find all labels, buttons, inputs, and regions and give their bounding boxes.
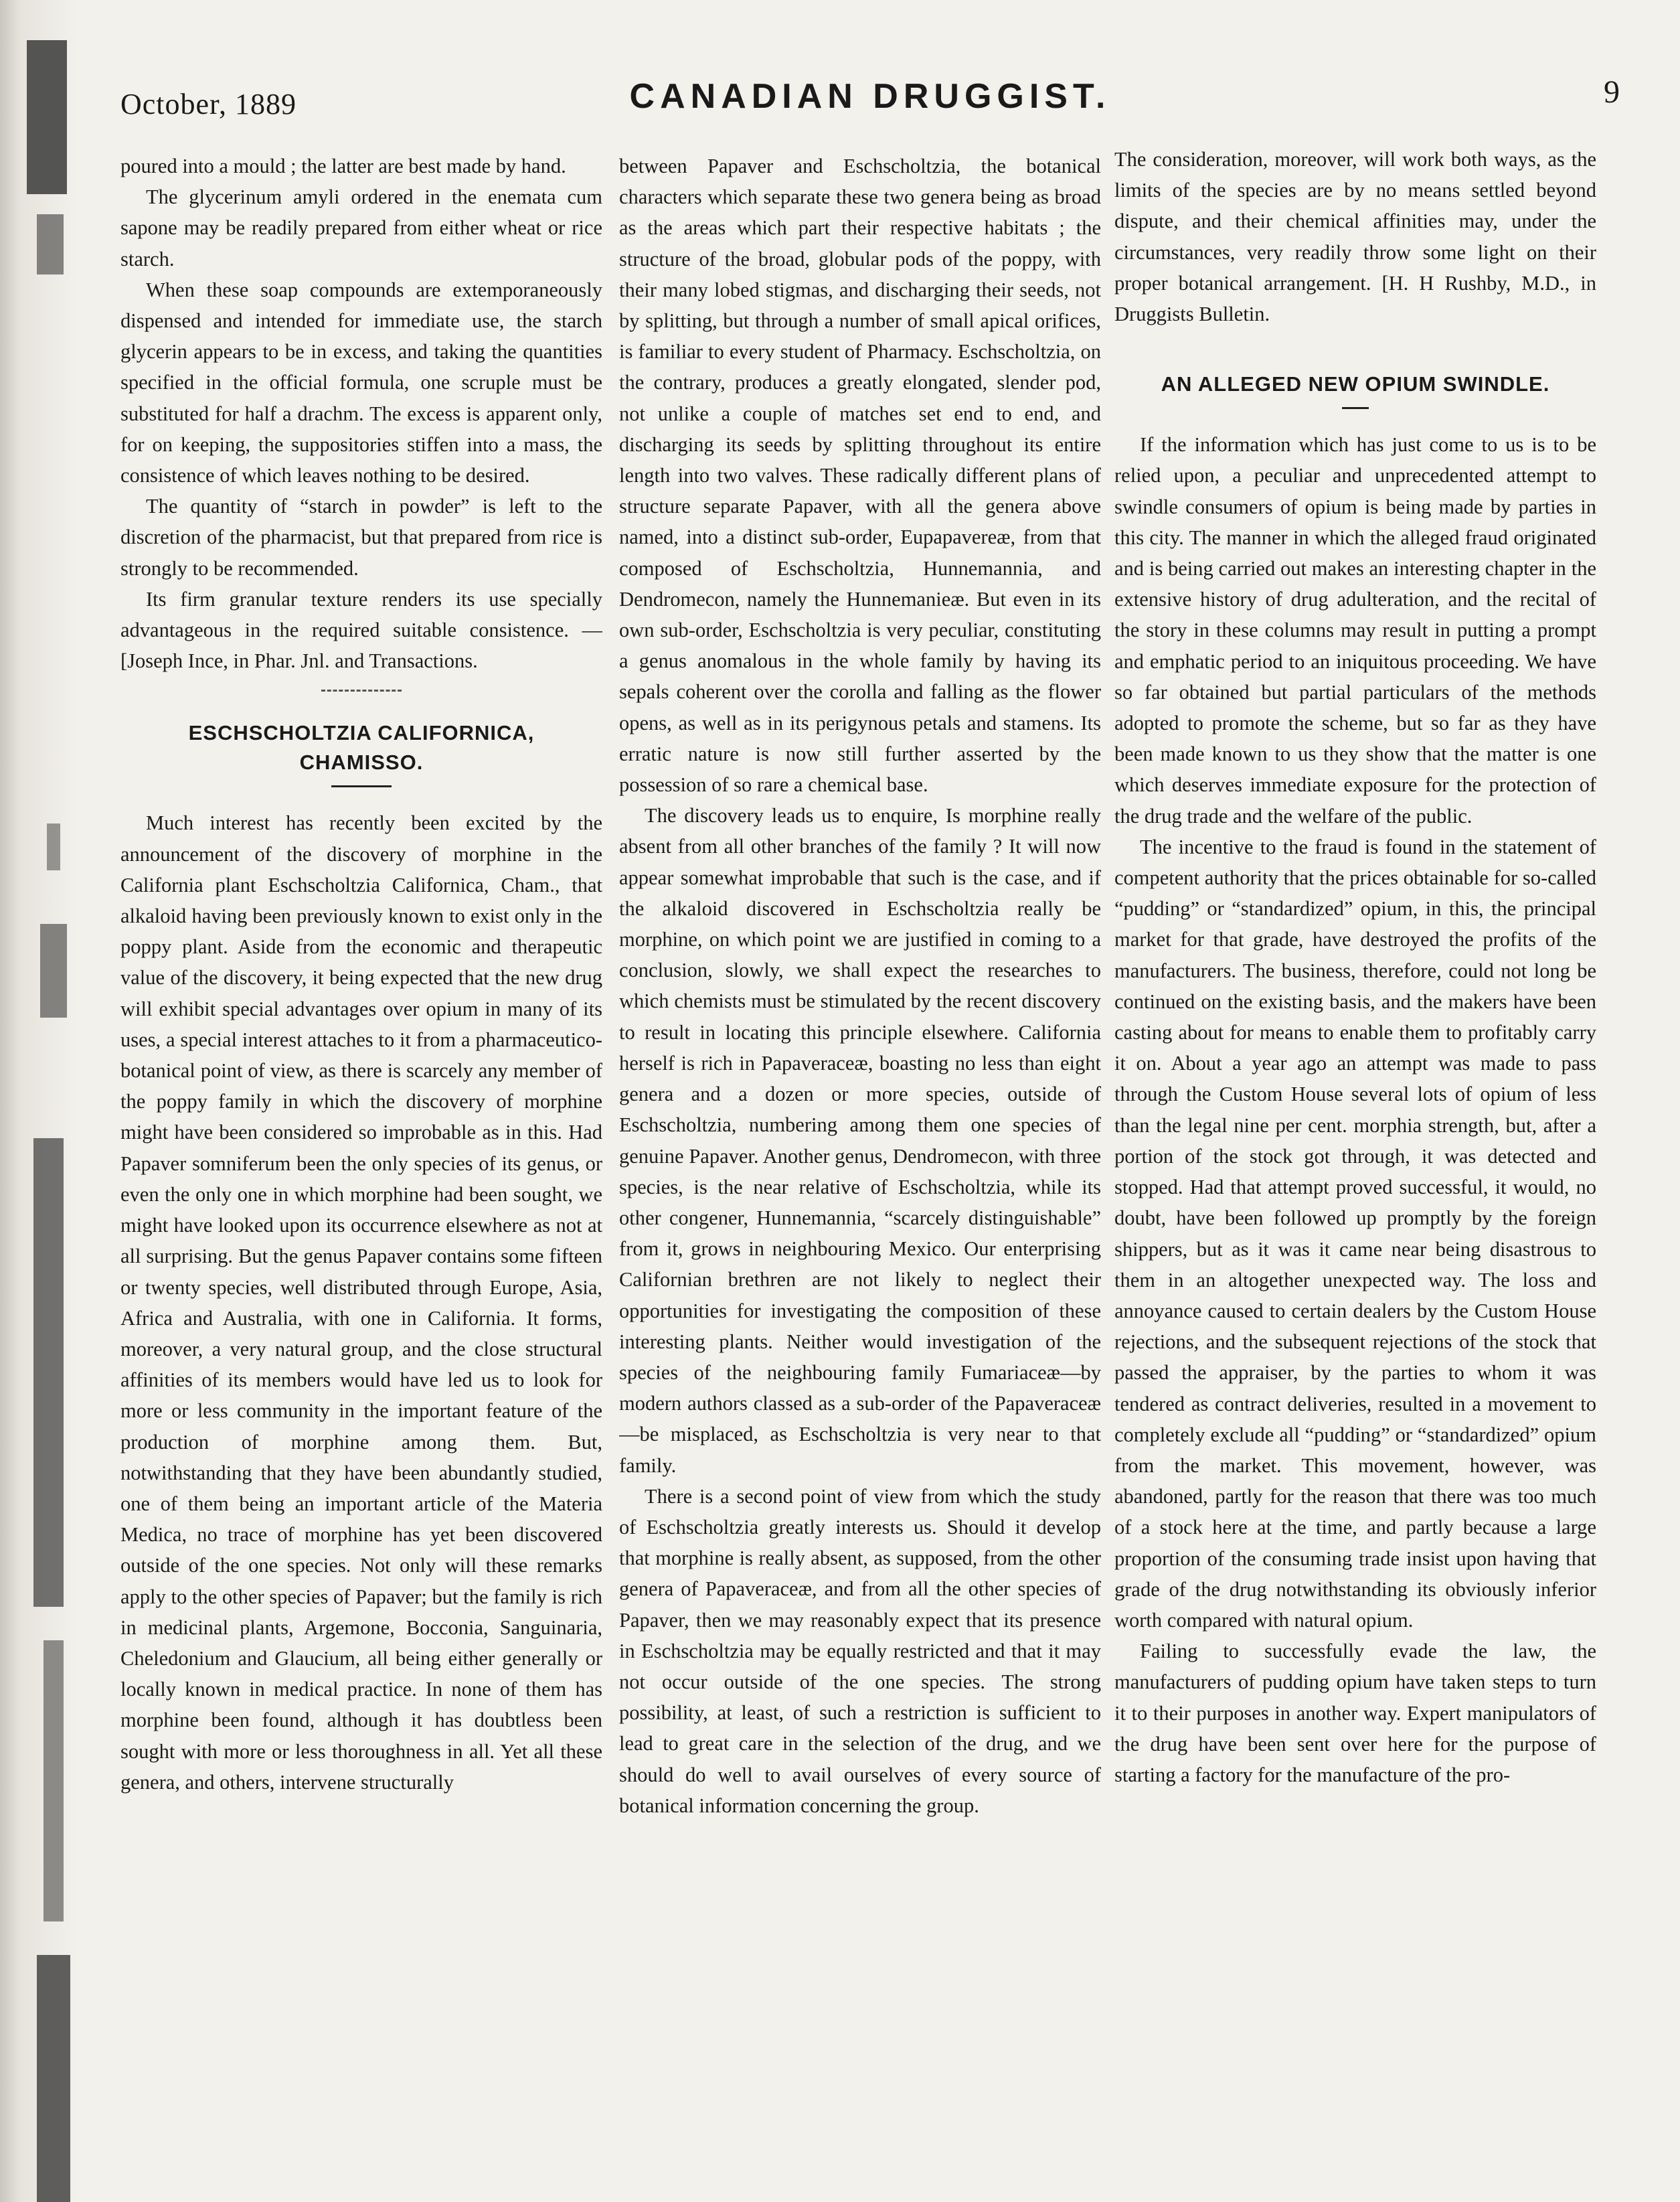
paragraph: Failing to successfully evade the law, the manufacturers of pudding opium have taken steps to turn it to their purposes in another way. Expert manipulators of the drug have been sent over here for the purpose of starting a factory for the manufacture of the pro- [1114, 1640, 1596, 1786]
paragraph: The quantity of “starch in powder” is left to the discretion of the pharmacist, but that prepared from rice is strongly to be recommended. [120, 495, 602, 580]
paragraph: The glycerinum amyli ordered in the enemata cum sapone may be readily prepared from either wheat or rice starch. [120, 185, 602, 270]
column-3 [1114, 144, 1596, 2159]
paragraph: The consideration, moreover, will work both ways, as the limits of the species are by no means settled beyond dispute, and their chemical affinities may, under the circumstances, very readily throw some light on their proper botanical arrangement. [H. H Rushby, M.D., in Druggists Bulletin. [1114, 148, 1596, 326]
article-heading: ESCHSCHOLTZIA CALIFORNICA, [188, 721, 535, 745]
page-header [120, 67, 1620, 121]
publication-title: CANADIAN DRUGGIST. [629, 77, 1111, 116]
article-heading: AN ALLEGED NEW OPIUM SWINDLE. [1161, 372, 1550, 396]
paragraph: between Papaver and Eschscholtzia, the botanical characters which separate these two genera being as broad as the areas which part their respective habitats ; the structure of the broad, globular pods of the poppy, with their many lobed stigmas, and discharging their seeds, not by splitting, but through a number of small apical orifices, is familiar to every student of Pharmacy. Eschscholtzia, on the contrary, produces a greatly elongated, slender pod, not unlike a couple of matches set end to end, and discharging its seeds by splitting throughout its entire length into two valves. These radically different plans of structure separate Papaver, with all the genera above named, into a distinct sub-order, Eupapavereæ, from that composed of Eschscholtzia, Hunnemannia, and Dendromecon, namely the Hunnemanieæ. But even in its own sub-order, Eschscholtzia is very peculiar, constituting a genus anomalous in the whole family by having its sepals coherent over the corolla and falling as the flower opens, as well as in its perigynous petals and stamens. Its erratic nature is now still further asserted by the possession of so rare a chemical base. [619, 155, 1101, 797]
heading-rule [1342, 407, 1369, 409]
heading-rule [331, 785, 392, 787]
paragraph: There is a second point of view from which the study of Eschscholtzia greatly interests us. Should it develop that morphine is really absent, as supposed, from the other genera of Papaveraceæ, and from all the other species of Papaver, then we may reasonably expect that its presence in Eschscholtzia may be equally restricted and that it may not occur outside of the one species. The strong possibility, at least, of such a restriction is sufficient to lead to great care in the selection of the drug, and we should do well to avail ourselves of every source of botanical information concerning the group. [619, 1484, 1101, 1817]
scan-margin [0, 0, 77, 2202]
column-2 [619, 151, 1101, 2166]
paragraph: Much interest has recently been excited by the announcement of the discovery of morphine in the California plant Eschscholtzia Californica, Cham., that alkaloid having been previously known to exist only in the poppy plant. Aside from the economic and therapeutic value of the discovery, it being expected that the new drug will exhibit special advantages over opium in many of its uses, a special interest attaches to it from a pharmaceutico-botanical point of view, as there is scarcely any member of the poppy family in which the discovery of morphine might have been considered so improbable as in this. Had Papaver somniferum been the only species of its genus, or even the only one in which morphine had been sought, we might have looked upon its occurrence elsewhere as not at all surprising. But the genus Papaver contains some fifteen or twenty species, well distributed through Europe, Asia, Africa and Australia, with one in California. It forms, moreover, a very natural group, and the close structural affinities of its members would have led us to look for more or less community in the important feature of the production of morphine among them. But, notwithstanding that they have been abundantly studied, one of them being an important article of the Materia Medica, no trace of morphine has yet been discovered outside of the one species. Not only will these remarks apply to the other species of Papaver; but the family is rich in medicinal plants, Argemone, Bocconia, Sanguinaria, Cheledonium and Glaucium, all being either generally or locally known in medical practice. In none of them has morphine been found, although it has doubtless been sought with more or less thoroughness in all. Yet all these genera, and others, intervene structurally [120, 811, 602, 1794]
column-1 [120, 151, 602, 2166]
paragraph: poured into a mould ; the latter are best made by hand. [120, 155, 566, 177]
paragraph: Its firm granular texture renders its use specially advantageous in the required suitable consistence. —[Joseph Ince, in Phar. Jnl. and Transactions. [120, 587, 602, 673]
paragraph: The incentive to the fraud is found in the statement of competent authority that the prices obtainable for so-called “pudding” or “standardized” opium, in this, the principal market for that grade, have destroyed the profits of the manufacturers. The business, therefore, could not long be continued on the existing basis, and the makers have been casting about for means to enable them to profitably carry it on. About a year ago an attempt was made to pass through the Custom House several lots of opium of less than the legal nine per cent. morphia strength, but, after a portion of the stock got through, it was detected and stopped. Had that attempt proved successful, it would, no doubt, have been followed up promptly by the foreign shippers, but as it was it came near being disastrous to them in an altogether unexpected way. The loss and annoyance caused to certain dealers by the Custom House rejections, and the subsequent rejections of the stock that passed the appraiser, by the parties to whom it was tendered as contract deliveries, resulted in a movement to completely exclude all “pudding” or “standardized” opium from the market. This movement, however, was abandoned, partly for the reason that there was too much of a stock here at the time, and partly because a large proportion of the consuming trade insist upon having that grade of the drug notwithstanding its obviously inferior worth compared with natural opium. [1114, 835, 1596, 1632]
issue-date: October, 1889 [120, 88, 297, 121]
article-heading: CHAMISSO. [299, 751, 424, 775]
paragraph: When these soap compounds are extemporaneously dispensed and intended for immediate use, the starch glycerin appears to be in excess, and taking the quantities specified in the official formula, one scruple must be substituted for half a drachm. The excess is apparent only, for on keeping, the suppositories stiffen into a mass, the consistence of which leaves nothing to be desired. [120, 278, 602, 487]
paragraph: If the information which has just come to us is to be relied upon, a peculiar and unprecedented attempt to swindle consumers of opium is being made by parties in this city. The manner in which the alleged fraud originated and is being carried out makes an interesting chapter in the extensive history of drug adulteration, and the recital of the story in these columns may result in putting a prompt and emphatic period to an iniquitous proceeding. We have so far obtained but partial particulars of the methods adopted to promote the scheme, but so far as they have been made known to us they show that the matter is one which deserves immediate exposure for the protection of the drug trade and the welfare of the public. [1114, 433, 1596, 828]
section-divider [321, 690, 402, 692]
spacer [1114, 329, 1596, 370]
paragraph: The discovery leads us to enquire, Is morphine really absent from all other branches of the family ? It will now appear somewhat improbable that such is the case, and if the alkaloid discovered in Eschscholtzia really be morphine, on which point we are justified in coming to a conclusion, slowly, we shall expect the researches to which chemists must be stimulated by the recent discovery to result in locating this principle elsewhere. California herself is rich in Papaveraceæ, boasting no less than eight genera and a dozen or more species, outside of Eschscholtzia, numbering among them one species of genuine Papaver. Another genus, Dendromecon, with three species, is the near relative of Eschscholtzia, while its other congener, Hunnemannia, “scarcely distinguishable” from it, grows in neighbouring Mexico. Our enterprising Californian brethren are not likely to neglect their opportunities for investigating the composition of these interesting plants. Neither would investigation of the species of the neighbouring family Fumariaceæ—by modern authors classed as a sub-order of the Papaveraceæ—be misplaced, as Eschscholtzia is very near to that family. [619, 804, 1101, 1477]
page-number: 9 [1604, 74, 1620, 110]
